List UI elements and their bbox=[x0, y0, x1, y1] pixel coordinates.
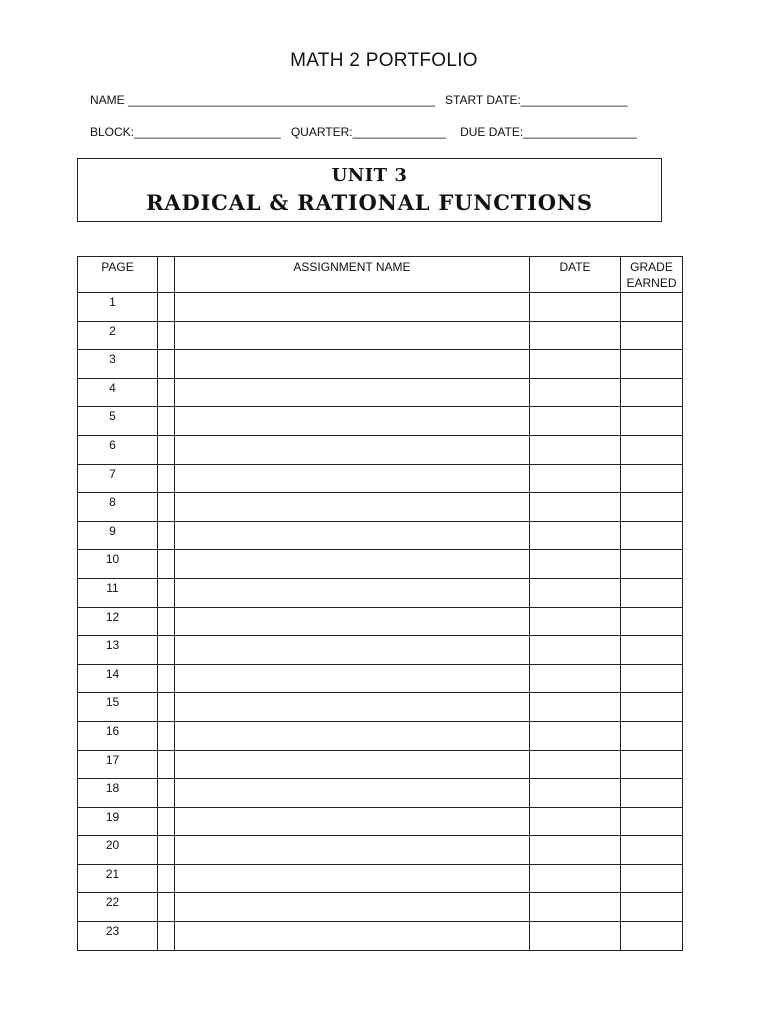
page-number-cell: 1 bbox=[78, 293, 158, 322]
assignment-name-cell[interactable] bbox=[175, 464, 530, 493]
check-cell[interactable] bbox=[158, 578, 175, 607]
page-number-cell: 7 bbox=[78, 464, 158, 493]
page-number-cell: 19 bbox=[78, 807, 158, 836]
quarter-field[interactable]: QUARTER:______________ bbox=[290, 125, 447, 139]
header-grade-line1: GRADE bbox=[630, 260, 673, 274]
assignment-name-cell[interactable] bbox=[175, 293, 530, 322]
block-field[interactable]: BLOCK:______________________ bbox=[90, 125, 281, 139]
date-cell[interactable] bbox=[530, 693, 621, 722]
grade-cell[interactable] bbox=[621, 550, 683, 579]
date-cell[interactable] bbox=[530, 578, 621, 607]
date-cell[interactable] bbox=[530, 779, 621, 808]
date-cell[interactable] bbox=[530, 378, 621, 407]
unit-banner bbox=[77, 158, 662, 222]
grade-cell[interactable] bbox=[621, 293, 683, 322]
header-page: PAGE bbox=[78, 257, 158, 293]
table-row bbox=[78, 435, 683, 464]
table-row bbox=[78, 607, 683, 636]
grade-cell[interactable] bbox=[621, 407, 683, 436]
page-number-cell: 22 bbox=[78, 893, 158, 922]
date-cell[interactable] bbox=[530, 550, 621, 579]
unit-label: UNIT 3 bbox=[331, 165, 408, 186]
date-cell[interactable] bbox=[530, 493, 621, 522]
page-number-cell: 17 bbox=[78, 750, 158, 779]
check-cell[interactable] bbox=[158, 693, 175, 722]
grade-cell[interactable] bbox=[621, 922, 683, 951]
header-grade bbox=[621, 257, 683, 293]
assignment-name-cell[interactable] bbox=[175, 664, 530, 693]
header-grade-line2: EARNED bbox=[626, 276, 677, 290]
check-cell[interactable] bbox=[158, 321, 175, 350]
document-title: MATH 2 PORTFOLIO bbox=[290, 50, 478, 71]
grade-cell[interactable] bbox=[621, 750, 683, 779]
grade-cell[interactable] bbox=[621, 350, 683, 379]
assignment-name-cell[interactable] bbox=[175, 864, 530, 893]
date-cell[interactable] bbox=[530, 435, 621, 464]
date-cell[interactable] bbox=[530, 664, 621, 693]
table-row bbox=[78, 550, 683, 579]
date-cell[interactable] bbox=[530, 864, 621, 893]
date-cell[interactable] bbox=[530, 922, 621, 951]
page-number-cell: 18 bbox=[78, 779, 158, 808]
check-cell[interactable] bbox=[158, 350, 175, 379]
check-cell[interactable] bbox=[158, 521, 175, 550]
page-number-cell: 9 bbox=[78, 521, 158, 550]
grade-cell[interactable] bbox=[621, 321, 683, 350]
grade-cell[interactable] bbox=[621, 636, 683, 665]
table-row bbox=[78, 664, 683, 693]
name-field[interactable]: NAME ______________________________________________ bbox=[90, 93, 435, 107]
grade-cell[interactable] bbox=[621, 493, 683, 522]
table-row bbox=[78, 464, 683, 493]
table-row bbox=[78, 407, 683, 436]
page-number-cell: 12 bbox=[78, 607, 158, 636]
assignment-name-cell[interactable] bbox=[175, 636, 530, 665]
header-check bbox=[158, 257, 175, 293]
grade-cell[interactable] bbox=[621, 607, 683, 636]
check-cell[interactable] bbox=[158, 836, 175, 865]
grade-cell[interactable] bbox=[621, 807, 683, 836]
grade-cell[interactable] bbox=[621, 464, 683, 493]
check-cell[interactable] bbox=[158, 607, 175, 636]
check-cell[interactable] bbox=[158, 664, 175, 693]
table-row bbox=[78, 293, 683, 322]
name-start-row bbox=[90, 93, 628, 107]
page-number-cell: 14 bbox=[78, 664, 158, 693]
table-row bbox=[78, 521, 683, 550]
page-number-cell: 20 bbox=[78, 836, 158, 865]
date-cell[interactable] bbox=[530, 321, 621, 350]
table-row bbox=[78, 750, 683, 779]
page-number-cell: 8 bbox=[78, 493, 158, 522]
date-cell[interactable] bbox=[530, 836, 621, 865]
page-number-cell: 13 bbox=[78, 636, 158, 665]
assignment-name-cell[interactable] bbox=[175, 378, 530, 407]
check-cell[interactable] bbox=[158, 750, 175, 779]
grade-cell[interactable] bbox=[621, 779, 683, 808]
page-number-cell: 3 bbox=[78, 350, 158, 379]
date-cell[interactable] bbox=[530, 293, 621, 322]
page-number-cell: 2 bbox=[78, 321, 158, 350]
check-cell[interactable] bbox=[158, 435, 175, 464]
table-row bbox=[78, 493, 683, 522]
assignment-name-cell[interactable] bbox=[175, 721, 530, 750]
date-cell[interactable] bbox=[530, 350, 621, 379]
assignment-name-cell[interactable] bbox=[175, 435, 530, 464]
check-cell[interactable] bbox=[158, 721, 175, 750]
page-number-cell: 16 bbox=[78, 721, 158, 750]
assignment-name-cell[interactable] bbox=[175, 893, 530, 922]
grade-cell[interactable] bbox=[621, 435, 683, 464]
unit-name: RADICAL & RATIONAL FUNCTIONS bbox=[146, 190, 593, 215]
table-row bbox=[78, 378, 683, 407]
check-cell[interactable] bbox=[158, 407, 175, 436]
assignment-name-cell[interactable] bbox=[175, 750, 530, 779]
table-row bbox=[78, 836, 683, 865]
block-quarter-due-row bbox=[90, 125, 637, 139]
check-cell[interactable] bbox=[158, 293, 175, 322]
due-date-field[interactable]: DUE DATE:_________________ bbox=[460, 125, 637, 139]
date-cell[interactable] bbox=[530, 721, 621, 750]
page-number-cell: 6 bbox=[78, 435, 158, 464]
date-cell[interactable] bbox=[530, 893, 621, 922]
grade-cell[interactable] bbox=[621, 893, 683, 922]
table-row bbox=[78, 636, 683, 665]
check-cell[interactable] bbox=[158, 779, 175, 808]
grade-cell[interactable] bbox=[621, 864, 683, 893]
header-assignment: ASSIGNMENT NAME bbox=[175, 257, 530, 293]
grade-cell[interactable] bbox=[621, 578, 683, 607]
table-row bbox=[78, 721, 683, 750]
check-cell[interactable] bbox=[158, 807, 175, 836]
page-number-cell: 23 bbox=[78, 922, 158, 951]
assignment-name-cell[interactable] bbox=[175, 607, 530, 636]
assignment-table bbox=[77, 256, 683, 951]
table-row bbox=[78, 321, 683, 350]
check-cell[interactable] bbox=[158, 893, 175, 922]
grade-cell[interactable] bbox=[621, 378, 683, 407]
assignment-name-cell[interactable] bbox=[175, 693, 530, 722]
date-cell[interactable] bbox=[530, 464, 621, 493]
grade-cell[interactable] bbox=[621, 521, 683, 550]
date-cell[interactable] bbox=[530, 407, 621, 436]
assignment-name-cell[interactable] bbox=[175, 407, 530, 436]
check-cell[interactable] bbox=[158, 378, 175, 407]
page-number-cell: 11 bbox=[78, 578, 158, 607]
assignment-name-cell[interactable] bbox=[175, 550, 530, 579]
assignment-name-cell[interactable] bbox=[175, 521, 530, 550]
table-row bbox=[78, 578, 683, 607]
check-cell[interactable] bbox=[158, 922, 175, 951]
check-cell[interactable] bbox=[158, 550, 175, 579]
grade-cell[interactable] bbox=[621, 664, 683, 693]
assignment-name-cell[interactable] bbox=[175, 321, 530, 350]
table-row bbox=[78, 807, 683, 836]
check-cell[interactable] bbox=[158, 464, 175, 493]
page-number-cell: 5 bbox=[78, 407, 158, 436]
assignment-name-cell[interactable] bbox=[175, 807, 530, 836]
table-header-row bbox=[78, 257, 683, 293]
date-cell[interactable] bbox=[530, 636, 621, 665]
page-number-cell: 15 bbox=[78, 693, 158, 722]
table-row bbox=[78, 693, 683, 722]
date-cell[interactable] bbox=[530, 807, 621, 836]
date-cell[interactable] bbox=[530, 607, 621, 636]
assignment-name-cell[interactable] bbox=[175, 350, 530, 379]
assignment-name-cell[interactable] bbox=[175, 922, 530, 951]
grade-cell[interactable] bbox=[621, 721, 683, 750]
assignment-name-cell[interactable] bbox=[175, 779, 530, 808]
page-number-cell: 21 bbox=[78, 864, 158, 893]
table-row bbox=[78, 864, 683, 893]
assignment-name-cell[interactable] bbox=[175, 578, 530, 607]
header-date: DATE bbox=[530, 257, 621, 293]
table-row bbox=[78, 350, 683, 379]
table-row bbox=[78, 893, 683, 922]
assignment-name-cell[interactable] bbox=[175, 836, 530, 865]
check-cell[interactable] bbox=[158, 636, 175, 665]
date-cell[interactable] bbox=[530, 750, 621, 779]
start-date-field[interactable]: START DATE:________________ bbox=[445, 93, 628, 107]
check-cell[interactable] bbox=[158, 864, 175, 893]
page-number-cell: 4 bbox=[78, 378, 158, 407]
grade-cell[interactable] bbox=[621, 693, 683, 722]
page-number-cell: 10 bbox=[78, 550, 158, 579]
table-row bbox=[78, 922, 683, 951]
table-row bbox=[78, 779, 683, 808]
date-cell[interactable] bbox=[530, 521, 621, 550]
check-cell[interactable] bbox=[158, 493, 175, 522]
grade-cell[interactable] bbox=[621, 836, 683, 865]
assignment-name-cell[interactable] bbox=[175, 493, 530, 522]
